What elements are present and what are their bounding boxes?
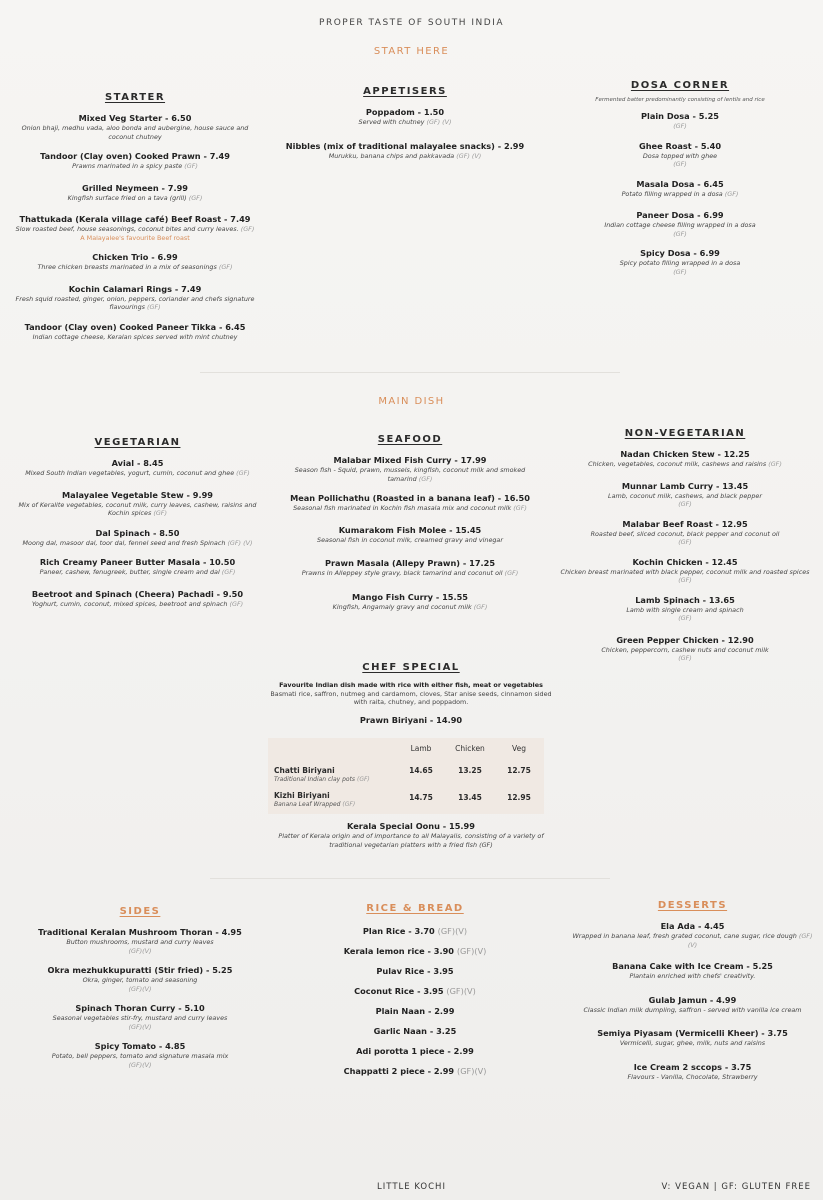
footer-brand: LITTLE KOCHI <box>377 1182 446 1192</box>
price: 12.95 <box>507 793 531 802</box>
list-item: Plain Naan - 2.99 <box>375 1006 455 1016</box>
list-item: Okra mezhukkupuratti (Stir fried) - 5.25 Okra, ginger, tomato and seasoning (GF)(V) <box>47 965 233 993</box>
list-item: Ghee Roast - 5.40 Dosa topped with ghee (GF) <box>638 140 722 168</box>
list-item: Thattukada (Kerala village café) Beef Roast - 7.49 Slow roasted beef, house seasonings, coconut bites and curry leaves. (GF) A Malayalee's favourite Beef roast <box>15 214 255 242</box>
list-item: Malabar Beef Roast - 12.95 Roasted beef, sliced coconut, black pepper and coconut oil (GF) <box>590 518 780 546</box>
sides-section <box>10 906 270 1079</box>
list-item: Munnar Lamb Curry - 13.45 Lamb, coconut milk, cashews, and black pepper (GF) <box>608 480 762 508</box>
list-item: Pulav Rice - 3.95 <box>376 966 454 976</box>
footer-legend: V: VEGAN | GF: GLUTEN FREE <box>661 1182 811 1192</box>
price: 14.75 <box>409 793 433 802</box>
list-item: Grilled Neymeen - 7.99 Kingfish surface fried on a tava (grill) (GF) <box>67 182 203 202</box>
list-item: Nadan Chicken Stew - 12.25 Chicken, vegetables, coconut milk, cashews and raisins (GF) <box>588 449 782 468</box>
list-item: Spicy Tomato - 4.85 Potato, bell peppers, tomato and signature masala mix (GF)(V) <box>51 1041 229 1069</box>
list-item: Semiya Piyasam (Vermicelli Kheer) - 3.75 Vermicelli, sugar, ghee, milk, nuts and raisins <box>597 1028 788 1047</box>
list-item: Chicken Trio - 6.99 Three chicken breasts marinated in a mix of seasonings (GF) <box>37 252 233 271</box>
desserts-section <box>570 900 815 1091</box>
sides-title: SIDES <box>119 906 161 917</box>
start-here-heading: START HERE <box>373 46 450 57</box>
biriyani-table <box>268 738 544 814</box>
list-item: Kochin Chicken - 12.45 Chicken breast marinated with black pepper, coconut milk and roasted spices (GF) <box>560 556 810 584</box>
list-item: Malayalee Vegetable Stew - 9.99 Mix of Keralite vegetables, coconut milk, curry leaves, cashew, raisins and Kochin spices (GF) <box>18 489 257 517</box>
appetisers-title: APPETISERS <box>363 86 447 97</box>
list-item: Coconut Rice - 3.95 (GF)(V) <box>354 986 476 996</box>
starter-title: STARTER <box>104 92 166 103</box>
list-item: Mean Pollichathu (Roasted in a banana leaf) - 16.50 Seasonal fish marinated in Kochin fish masala mix and coconut milk (GF) <box>290 493 530 512</box>
list-item: Rich Creamy Paneer Butter Masala - 10.50 Paneer, cashew, fenugreek, butter, single cream and dal (GF) <box>39 557 236 576</box>
chef-intro-bold: Favourite Indian dish made with rice with either fish, meat or vegetables <box>279 681 543 689</box>
list-item: Kochin Calamari Rings - 7.49 Fresh squid roasted, ginger, onion, peppers, coriander and chefs signature flavourings (GF) <box>15 283 255 311</box>
list-item: Tandoor (Clay oven) Cooked Prawn - 7.49 Prawns marinated in a spicy paste (GF) <box>40 151 230 170</box>
list-item: Ice Cream 2 sccops - 3.75 Flavours - Vanilla, Chocolate, Strawberry <box>627 1061 758 1081</box>
chef-special-title: CHEF SPECIAL <box>362 662 460 673</box>
tagline: PROPER TASTE OF SOUTH INDIA <box>319 18 504 28</box>
list-item: Prawn Masala (Allepy Prawn) - 17.25 Prawns in Alleppey style gravy, black tamarind and coconut oil (GF) <box>301 558 519 577</box>
vegetarian-title: VEGETARIAN <box>94 437 181 448</box>
divider <box>200 372 620 373</box>
list-item: Dal Spinach - 8.50 Moong dal, masoor dal, toor dal, fennel seed and fresh Spinach (GF) (V) <box>22 527 253 547</box>
dosa-subtitle: Fermented batter predominantly consisting of lentils and rice <box>595 97 765 103</box>
seafood-title: SEAFOOD <box>377 434 443 445</box>
rice-bread-section <box>290 903 540 1086</box>
list-item: Ela Ada - 4.45 Wrapped in banana leaf, fresh grated coconut, cane sugar, rice dough (GF)(V) <box>572 921 813 949</box>
prawn-biriyani: Prawn Biriyani - 14.90 <box>359 714 463 725</box>
list-item: Chappatti 2 piece - 2.99 (GF)(V) <box>343 1066 487 1076</box>
row-desc: Traditional Indian clay pots (GF) <box>274 776 370 783</box>
list-item: Lamb Spinach - 13.65 Lamb with single cream and spinach (GF) <box>626 594 744 622</box>
list-item: Banana Cake with Ice Cream - 5.25 Plantain enriched with chefs' creativity. <box>612 961 773 980</box>
list-item: Nibbles (mix of traditional malayalee snacks) - 2.99 Murukku, banana chips and pakkavada (GF) (V) <box>285 140 525 160</box>
list-item: Malabar Mixed Fish Curry - 17.99 Season fish - Squid, prawn, mussels, kingfish, coconut milk and smoked tamarind (GF) <box>294 455 526 483</box>
chef-special-section <box>266 662 556 726</box>
list-item: Kumarakom Fish Molee - 15.45 Seasonal fish in coconut milk, creamed gravy and vinegar <box>317 524 503 544</box>
divider <box>210 878 610 879</box>
main-dish-heading: MAIN DISH <box>378 396 445 407</box>
list-item: Mango Fish Curry - 15.55 Kingfish, Angamaly gravy and coconut milk (GF) <box>332 591 488 611</box>
list-item: Gulab Jamun - 4.99 Classic Indian milk dumpling, saffron - served with vanilla ice cream <box>583 994 802 1014</box>
list-item: Spicy Dosa - 6.99 Spicy potato filling wrapped in a dosa (GF) <box>619 248 741 276</box>
list-item: Garlic Naan - 3.25 <box>373 1026 457 1036</box>
list-item: Masala Dosa - 6.45 Potato filling wrapped in a dosa (GF) <box>621 178 739 198</box>
vegetarian-section <box>10 437 265 618</box>
nonveg-section <box>560 428 810 673</box>
list-item: Paneer Dosa - 6.99 Indian cottage cheese filling wrapped in a dosa (GF) <box>604 210 756 238</box>
col-chicken: Chicken <box>455 744 485 753</box>
price: 12.75 <box>507 766 531 775</box>
appetisers-section <box>280 86 530 170</box>
list-item: Plain Dosa - 5.25 (GF) <box>641 111 719 130</box>
chef-intro: Basmati rice, saffron, nutmeg and cardamom, cloves, Star anise seeds, cinnamon sided with raita, chutney, and poppadom. <box>270 689 552 706</box>
starter-section <box>10 92 260 351</box>
rice-bread-title: RICE & BREAD <box>366 903 464 914</box>
list-item: Beetroot and Spinach (Cheera) Pachadi - 9.50 Yoghurt, cumin, coconut, mixed spices, beetroot and spinach (GF) <box>31 588 244 608</box>
list-item: Adi porotta 1 piece - 2.99 <box>356 1046 474 1056</box>
nonveg-title: NON-VEGETARIAN <box>624 428 746 439</box>
col-lamb: Lamb <box>410 744 432 753</box>
table-row: Kizhi Biriyani <box>274 791 330 800</box>
row-desc: Banana Leaf Wrapped (GF) <box>274 801 356 808</box>
seafood-section <box>285 434 535 621</box>
dosa-title: DOSA CORNER <box>630 80 730 91</box>
price: 13.25 <box>458 766 482 775</box>
list-item: Green Pepper Chicken - 12.90 Chicken, peppercorn, cashew nuts and coconut milk (GF) <box>601 634 769 662</box>
dosa-section <box>560 80 800 286</box>
list-item: Traditional Keralan Mushroom Thoran - 4.95 Button mushrooms, mustard and curry leaves (GF)(V) <box>38 927 242 955</box>
list-item: Spinach Thoran Curry - 5.10 Seasonal vegetables stir-fry, mustard and curry leaves (GF)(V) <box>52 1003 228 1031</box>
table-row: Chatti Biriyani <box>274 766 335 775</box>
col-veg: Veg <box>512 744 526 753</box>
list-item: Tandoor (Clay oven) Cooked Paneer Tikka - 6.45 Indian cottage cheese, Keralan spices served with mint chutney <box>24 321 246 341</box>
desserts-title: DESSERTS <box>657 900 728 911</box>
list-item: Avial - 8.45 Mixed South Indian vegetables, yogurt, cumin, coconut and ghee (GF) <box>25 458 250 477</box>
price: 13.45 <box>458 793 482 802</box>
kerala-oonu: Kerala Special Oonu - 15.99 Platter of Kerala origin and of importance to all Malayalis, consisting of a variety of traditional vegetarian platters with a fried fish (GF) <box>278 821 544 849</box>
list-item: Kerala lemon rice - 3.90 (GF)(V) <box>343 946 487 956</box>
price: 14.65 <box>409 766 433 775</box>
list-item: Mixed Veg Starter - 6.50 Onion bhaji, medhu vada, aloo bonda and aubergine, house sauce and coconut chutney <box>21 113 249 141</box>
list-item: Poppadom - 1.50 Served with chutney (GF) (V) <box>358 107 452 126</box>
list-item: Plan Rice - 3.70 (GF)(V) <box>362 926 468 936</box>
